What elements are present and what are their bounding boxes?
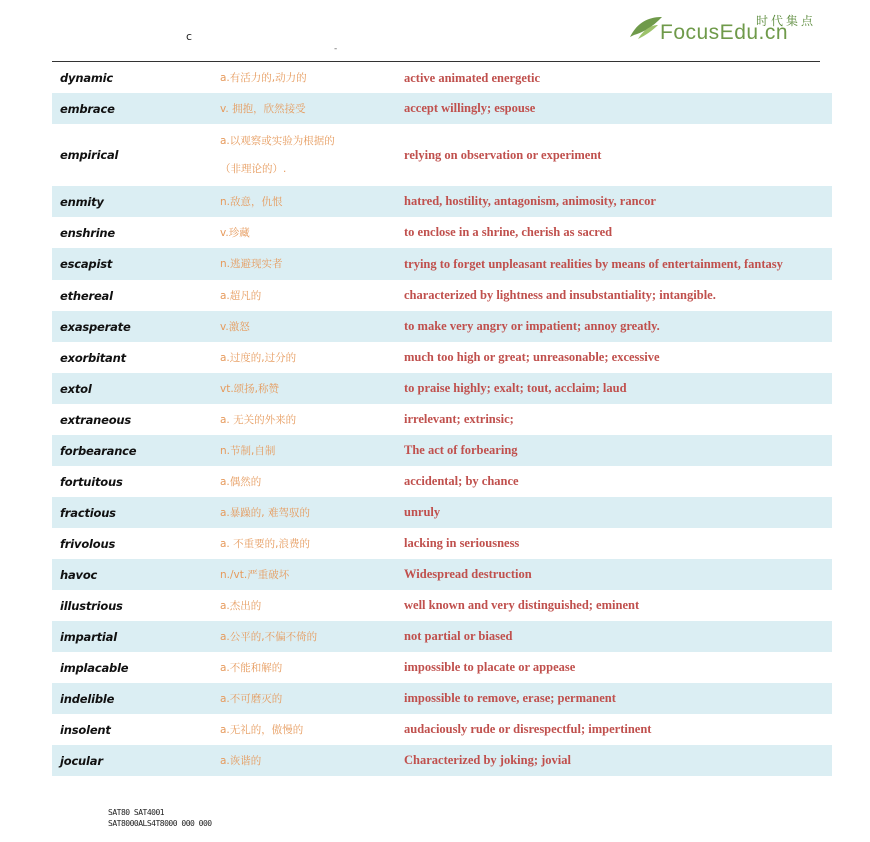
vocab-word: ethereal [60, 288, 113, 303]
chinese-definition-line: a.有活力的,动力的 [220, 72, 307, 84]
table-row [52, 590, 832, 621]
english-definition: to enclose in a shrine, cherish as sacred [404, 225, 613, 239]
english-definition: impossible to placate or appease [404, 660, 576, 674]
chinese-definition [212, 530, 402, 558]
english-definition: lacking in seriousness [404, 536, 520, 550]
footer-line-2: SAT8000ALS4T8000 000 000 [108, 819, 212, 828]
english-definition: much too high or great; unreasonable; excessive [404, 350, 660, 364]
chinese-definition [212, 499, 402, 527]
vocab-word: extraneous [60, 412, 132, 427]
chinese-definition [212, 561, 402, 589]
english-definition: to praise highly; exalt; tout, acclaim; laud [404, 381, 627, 395]
chinese-definition [212, 95, 402, 123]
table-row [52, 435, 832, 466]
header-dot: - [334, 44, 338, 54]
vocab-word: illustrious [60, 598, 123, 613]
vocab-word: havoc [60, 567, 98, 582]
chinese-definition [212, 468, 402, 496]
chinese-definition [212, 654, 402, 682]
table-row [52, 466, 832, 497]
chinese-definition-line: a.偶然的 [220, 475, 262, 488]
chinese-definition [212, 747, 402, 775]
vocab-word: enshrine [60, 225, 116, 240]
chinese-definition-line: n.逃避现实者 [220, 258, 283, 270]
chinese-definition-line: vt.颂扬,称赞 [220, 382, 280, 395]
english-definition: not partial or biased [404, 629, 513, 643]
header-mark: c [186, 30, 193, 43]
chinese-definition-line: （非理论的）. [220, 163, 287, 175]
vocab-word: embrace [60, 101, 115, 116]
vocab-word: exorbitant [60, 350, 126, 365]
logo-wordmark: FocusEdu.cn [660, 21, 789, 44]
vocab-word: extol [60, 381, 92, 396]
chinese-definition [212, 282, 402, 310]
english-definition: hatred, hostility, antagonism, animosity, rancor [404, 194, 656, 208]
chinese-definition-line: a.过度的,过分的 [220, 351, 297, 364]
logo-chinese-text: 时代集点 [756, 14, 817, 28]
chinese-definition [212, 188, 402, 216]
english-definition: to make very angry or impatient; annoy greatly. [404, 319, 660, 333]
chinese-definition-line: a.无礼的，傲慢的 [220, 723, 304, 736]
chinese-definition-line: a. 不重要的,浪费的 [220, 537, 310, 550]
chinese-definition-line: a.不可磨灭的 [220, 692, 283, 705]
chinese-definition [212, 437, 402, 465]
table-row [52, 280, 832, 311]
chinese-definition-line: n.敌意，仇恨 [220, 195, 283, 208]
vocab-word: escapist [60, 257, 113, 271]
chinese-definition-line: a. 无关的外来的 [220, 413, 297, 426]
chinese-definition [212, 716, 402, 744]
table-row [52, 63, 832, 93]
chinese-definition [212, 685, 402, 713]
chinese-definition-line: v. 拥抱，欣然接受 [220, 102, 306, 115]
english-definition: trying to forget unpleasant realities by means of entertainment, fantasy [404, 256, 783, 271]
vocab-word: dynamic [60, 71, 114, 85]
chinese-definition [212, 623, 402, 651]
chinese-definition-line: n./vt.严重破坏 [220, 568, 290, 581]
table-row [52, 745, 832, 776]
chinese-definition [212, 250, 402, 278]
english-definition: audaciously rude or disrespectful; impertinent [404, 722, 652, 736]
english-definition: accept willingly; espouse [404, 101, 536, 115]
english-definition: active animated energetic [404, 70, 541, 85]
table-row [52, 528, 832, 559]
english-definition: impossible to remove, erase; permanent [404, 691, 616, 705]
table-row [52, 373, 832, 404]
table-row [52, 404, 832, 435]
vocab-word: exasperate [60, 319, 131, 334]
table-row [52, 124, 832, 186]
chinese-definition-line: a.公平的,不偏不倚的 [220, 630, 318, 643]
vocab-word: indelible [60, 691, 115, 706]
english-definition: irrelevant; extrinsic; [404, 412, 514, 426]
vocab-word: fractious [60, 505, 116, 520]
chinese-definition [212, 219, 402, 247]
table-row [52, 217, 832, 248]
vocabulary-table [52, 63, 832, 776]
chinese-definition-line: a.杰出的 [220, 599, 262, 612]
chinese-definition [212, 592, 402, 620]
chinese-definition-line: a.超凡的 [220, 289, 262, 302]
vocab-word: enmity [60, 194, 104, 209]
table-row [52, 497, 832, 528]
english-definition: characterized by lightness and insubstantiality; intangible. [404, 288, 716, 302]
header-rule [52, 61, 820, 62]
chinese-definition-line: v.激怒 [220, 320, 250, 333]
english-definition: unruly [404, 505, 441, 519]
vocab-word: fortuitous [60, 474, 123, 489]
vocab-word: frivolous [60, 536, 116, 551]
chinese-definition [212, 313, 402, 341]
english-definition: Widespread destruction [404, 567, 532, 581]
english-definition: relying on observation or experiment [404, 147, 602, 162]
table-row [52, 652, 832, 683]
footer-line-1: SAT80 SAT4001 [108, 808, 165, 817]
chinese-definition [212, 127, 402, 183]
english-definition: Characterized by joking; jovial [404, 753, 571, 767]
chinese-definition-line: a.暴躁的, 难驾驭的 [220, 506, 310, 519]
table-row [52, 714, 832, 745]
english-definition: accidental; by chance [404, 474, 519, 488]
table-row [52, 342, 832, 373]
chinese-definition-line: a.以观察或实验为根据的 [220, 135, 335, 147]
vocab-word: forbearance [60, 443, 137, 458]
chinese-definition-line: a.诙谐的 [220, 754, 262, 767]
vocab-word: empirical [60, 148, 119, 162]
table-row [52, 248, 832, 280]
chinese-definition-line: v.珍藏 [220, 226, 250, 239]
chinese-definition [212, 64, 402, 92]
table-row [52, 683, 832, 714]
chinese-definition [212, 406, 402, 434]
english-definition: The act of forbearing [404, 443, 518, 457]
table-row [52, 186, 832, 217]
table-row [52, 311, 832, 342]
vocab-word: insolent [60, 722, 111, 737]
vocab-word: impartial [60, 629, 117, 644]
table-row [52, 621, 832, 652]
chinese-definition-line: n.节制,自制 [220, 444, 276, 457]
english-definition: well known and very distinguished; eminent [404, 598, 640, 612]
vocab-word: implacable [60, 660, 129, 675]
table-row [52, 93, 832, 124]
chinese-definition-line: a.不能和解的 [220, 661, 283, 674]
chinese-definition [212, 344, 402, 372]
table-row [52, 559, 832, 590]
chinese-definition [212, 375, 402, 403]
vocab-word: jocular [60, 753, 103, 768]
